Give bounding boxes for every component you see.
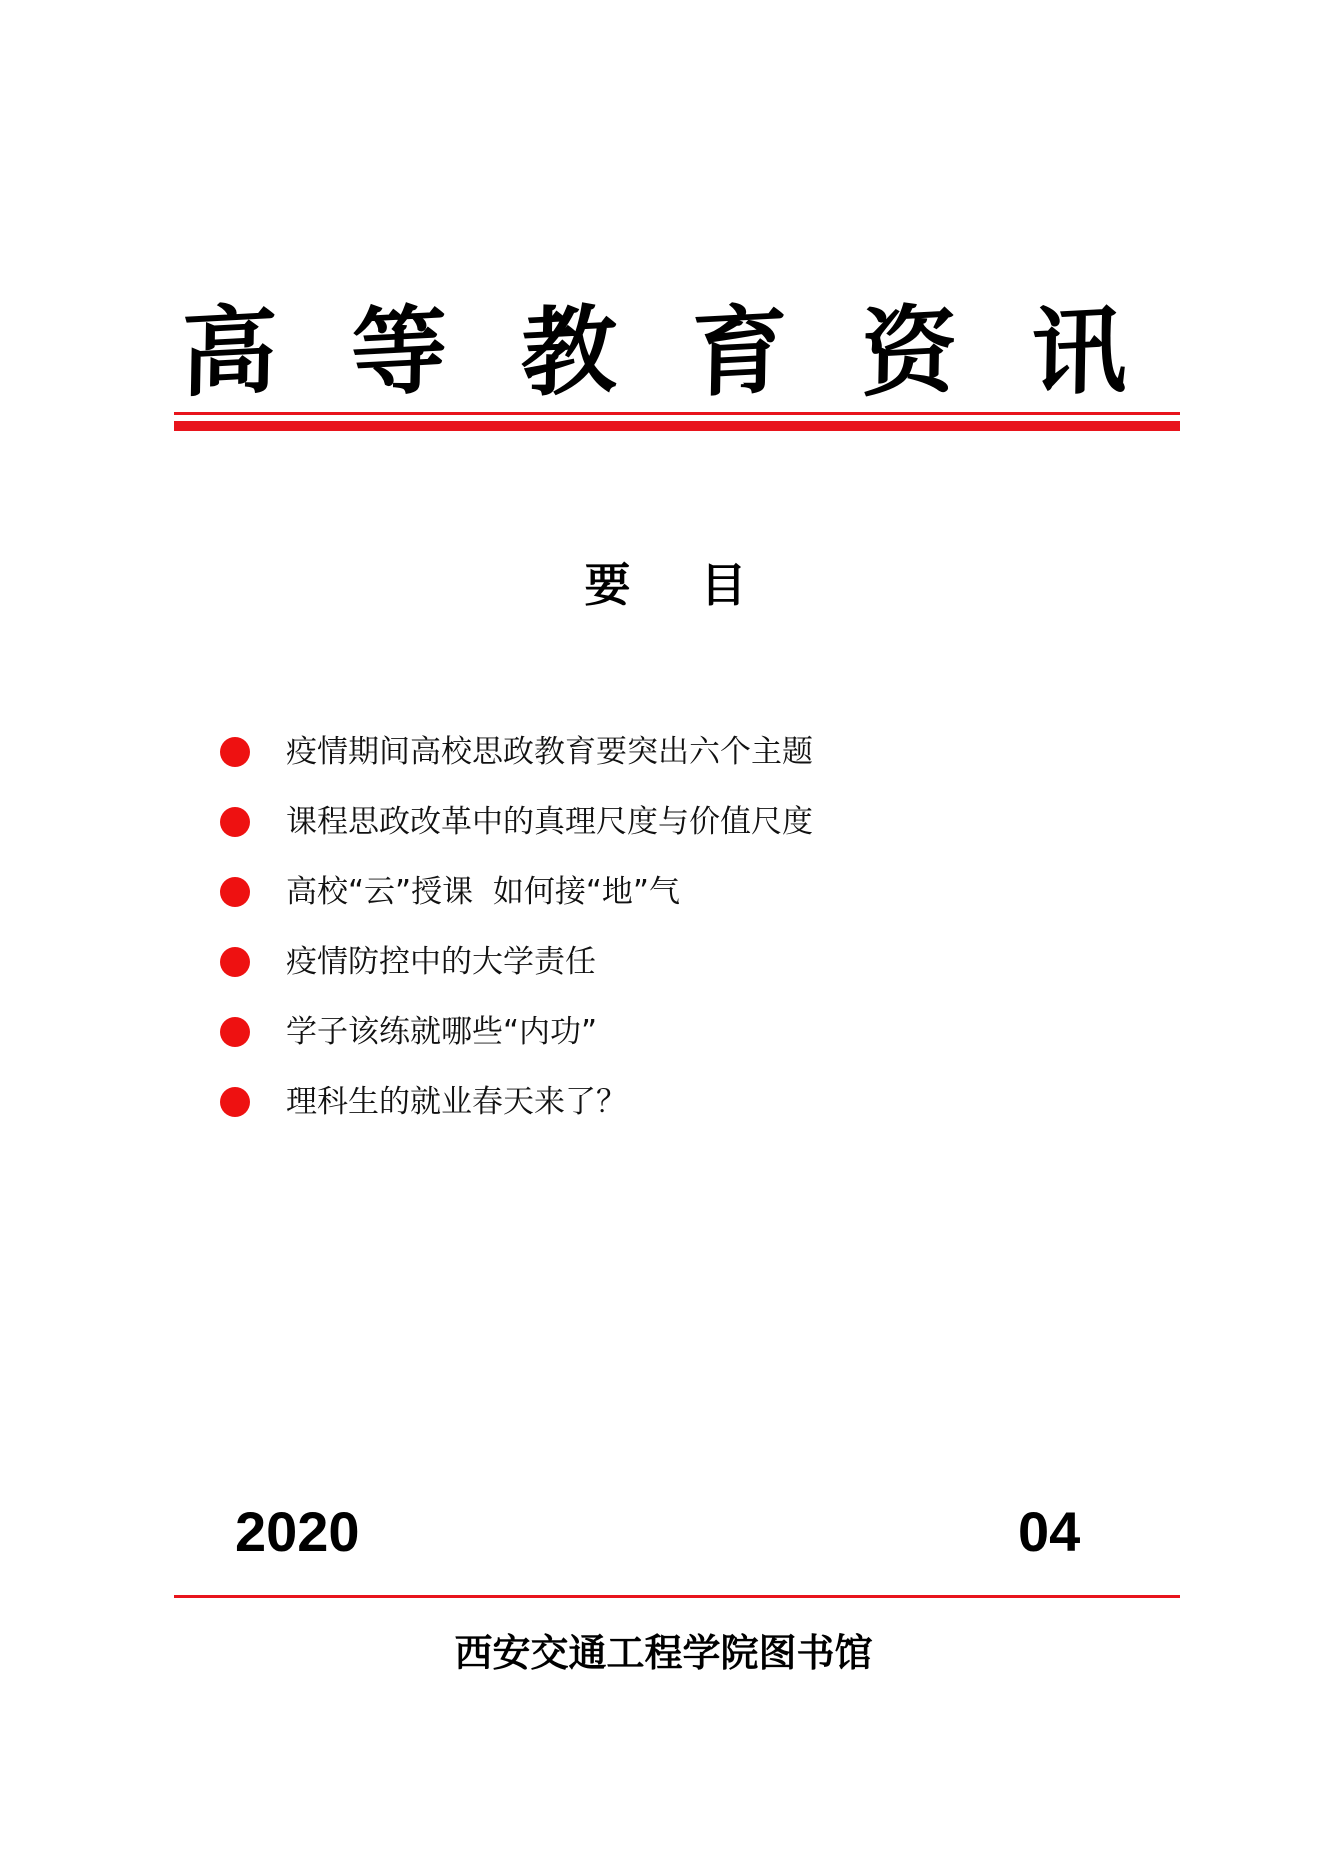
article-title: 理科生的就业春天来了？ — [286, 1084, 627, 1120]
title-divider-thick — [174, 421, 1180, 431]
title-divider-thin — [174, 412, 1180, 415]
issue-year: 2020 — [235, 1500, 360, 1563]
title-char: 讯 — [1030, 292, 1128, 411]
bullet-dot-icon — [220, 1017, 250, 1047]
list-item — [220, 997, 813, 1067]
title-char: 教 — [520, 292, 618, 411]
list-item — [220, 717, 813, 787]
article-title: 学子该练就哪些“内功” — [286, 1014, 598, 1050]
title-char: 等 — [350, 292, 448, 411]
list-item — [220, 1067, 813, 1137]
contents-heading: 要目 — [584, 558, 817, 612]
list-item — [220, 787, 813, 857]
footer-divider — [174, 1595, 1180, 1598]
article-title: 疫情防控中的大学责任 — [286, 944, 596, 980]
bullet-dot-icon — [220, 947, 250, 977]
issue-number: 04 — [1018, 1500, 1081, 1563]
title-char: 资 — [860, 292, 958, 411]
article-title: 高校“云”授课 如何接“地”气 — [286, 874, 680, 910]
article-title: 疫情期间高校思政教育要突出六个主题 — [286, 734, 813, 770]
bullet-dot-icon — [220, 737, 250, 767]
title-char: 高 — [180, 292, 278, 411]
list-item — [220, 857, 813, 927]
bullet-dot-icon — [220, 877, 250, 907]
bullet-dot-icon — [220, 807, 250, 837]
title-char: 育 — [690, 292, 788, 411]
article-title: 课程思政改革中的真理尺度与价值尺度 — [286, 804, 813, 840]
contents-list — [220, 717, 813, 1137]
publisher-name: 西安交通工程学院图书馆 — [454, 1631, 873, 1675]
bullet-dot-icon — [220, 1087, 250, 1117]
publication-title — [174, 292, 1134, 412]
list-item — [220, 927, 813, 997]
